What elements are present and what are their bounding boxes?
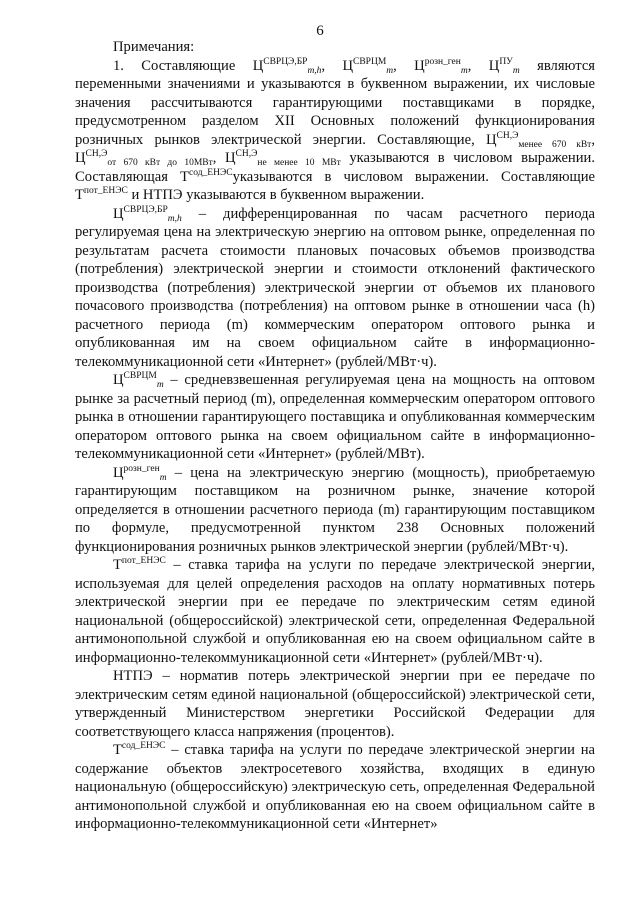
notes-heading: Примечания: — [113, 39, 195, 55]
definition-pot-enes-text: – ставка тарифа на услуги по передаче электрической энергии, используемая для целей определения расходов на оплату нормативных потерь электрической энергии при ее передаче по электрическим сетям единой национальной (общероссийской) электрической сети, определенная Федеральной антимонопольной службой и опубликованная ею на своем официальном сайте в информационно-телекоммуникационной сети «Интернет» (рублей/МВт·ч). — [75, 557, 596, 666]
symbol-pu: $Ц^{ПУ}_m$ — [488, 56, 520, 76]
note-1-lead: 1. Составляющие — [113, 57, 236, 74]
symbol-pot-enes-def: $Т^{пот\_ЕНЭС}$ — [113, 556, 166, 573]
symbol-rozn-gen: $Ц^{розн\_ген}_m$ — [414, 56, 468, 76]
symbol-sod-enes-def: $Т^{сод\_ЕНЭС}$ — [113, 741, 166, 758]
symbol-svrcm-def: $Ц^{СВРЦМ}_m$ — [113, 371, 164, 390]
symbol-svrcm: $Ц^{СВРЦМ}_m$ — [342, 56, 394, 76]
symbol-svrcz-br-def: $Ц^{СВРЦЭ,БР}_{m,h}$ — [113, 204, 182, 224]
symbol-sn-not-less-10: $Ц^{СН,Э}_{не менее 10 МВт}$ — [225, 149, 341, 168]
document-body — [75, 38, 595, 834]
symbol-pot-enes: $Т^{пот\_ЕНЭС}$ — [75, 186, 128, 203]
note-1-text-4: и НТПЭ указываются в буквенном выражении. — [131, 187, 425, 203]
definition-svrcm — [75, 371, 595, 464]
definition-svrcm-text: – средневзвешенная регулируемая цена на мощность на оптовом рынке за расчетный период (m), определенная коммерческим оператором оптового рынка в отношении гарантирующего поставщика и опубликованная коммерческим оператором оптового рынка на своем официальном сайте в информационно-телекоммуникационной сети «Интернет» (рублей/МВт). — [75, 372, 595, 462]
definition-svrcz-br — [75, 205, 595, 372]
definition-pot-enes — [75, 556, 595, 667]
note-1-text-1: являются переменными значениями и указываются в буквенном выражении, их числовые значения рассчитываются гарантирующими поставщиками в порядке, предусмотренном разделом XII Основных положений функционирования розничных рынков электрической энергии. Составляющие, — [75, 57, 596, 148]
symbol-sn-670-10: $Ц^{СН,Э}_{от 670 кВт до 10МВт}$ — [75, 149, 213, 168]
definition-sod-enes-text: – ставка тарифа на услуги по передаче электрической энергии на содержание объектов электросетевого хозяйства, входящих в единую национальную (общероссийскую) электрическую сеть, определенная Федеральной антимонопольной службой и опубликованная ею на своем официальном сайте в информационно-телекоммуникационной сети «Интернет» — [75, 742, 595, 832]
symbol-svrcz-br: $Ц^{СВРЦЭ,БР}_{m,h}$ — [252, 56, 322, 76]
definition-rozn-gen-text: – цена на электрическую энергию (мощность), приобретаемую гарантирующим поставщиком на розничном рынке, значение которой определяется в отношении расчетного периода (m) гарантирующим поставщиком по формуле, предусмотренной пунктом 238 Основных положений функционирования розничных рынков электрической энергии (рублей/МВт·ч). — [75, 464, 595, 555]
definition-rozn-gen — [75, 464, 595, 557]
symbol-sod-enes: $Т^{сод\_ЕНЭС}$ — [180, 167, 233, 185]
definition-ntpe: НТПЭ – норматив потерь электрической энергии при ее передаче по электрическим сетям единой национальной (общероссийской) электрической сети, утвержденный Министерством энергетики Российской Федерации для соответствующего класса напряжения (процентов). — [75, 668, 595, 740]
symbol-rozn-gen-def: $Ц^{розн\_ген}_m$ — [113, 463, 167, 483]
note-1-text-2: указываются в числовом выражении. Составляющая — [75, 150, 596, 185]
definition-svrcz-br-text: – дифференцированная по часам расчетного периода регулируемая цена на электрическую энергию на оптовом рынке, определенная по результатам расчета стоимости плановых почасовых объемов производства (потребления) электрической энергии и стоимости отклонений фактического производства (потребления) электрической энергии от объемов их планового почасового производства (потребления) на оптовом рынке в отношении часа (h) расчетного периода (m) коммерческим оператором оптового рынка и опубликованная им на своем официальном сайте в информационно-телекоммуникационной сети «Интернет» (рублей/МВт·ч). — [75, 205, 595, 370]
page-number: 6 — [316, 23, 324, 39]
note-1-text-3: указываются в числовом выражении. Составляющие — [232, 168, 595, 185]
note-1: 1. Составляющие $Ц^{СВРЦЭ,БР}_{m,h}$, $Ц^{СВРЦМ}_m$, $Ц^{розн\_ген}_m$, $Ц^{ПУ}_m$ являются переменными значениями и указываются в буквенном выражении, их числовые значения рассчитываются гарантирующими поставщиками в порядке, предусмотренном разделом XII Основных положений функционирования розничных рынков электрической энергии. Составляющие, $Ц^{СН,Э}_{менее 670 кВт}$, $Ц^{СН,Э}_{от 670 кВт до 10МВт}$, $Ц^{СН,Э}_{не менее 10 МВт}$ указываются в числовом выражении. Составляющая $Т^{сод\_ЕНЭС}указываются$ в числовом выражении. Составляющие $Т^{пот\_ЕНЭС}$ и НТПЭ указываются в буквенном выражении. — [75, 56, 596, 203]
symbol-sn-less-670: $Ц^{СН,Э}_{менее 670 кВт}$ — [485, 130, 592, 150]
definition-sod-enes — [75, 741, 595, 834]
